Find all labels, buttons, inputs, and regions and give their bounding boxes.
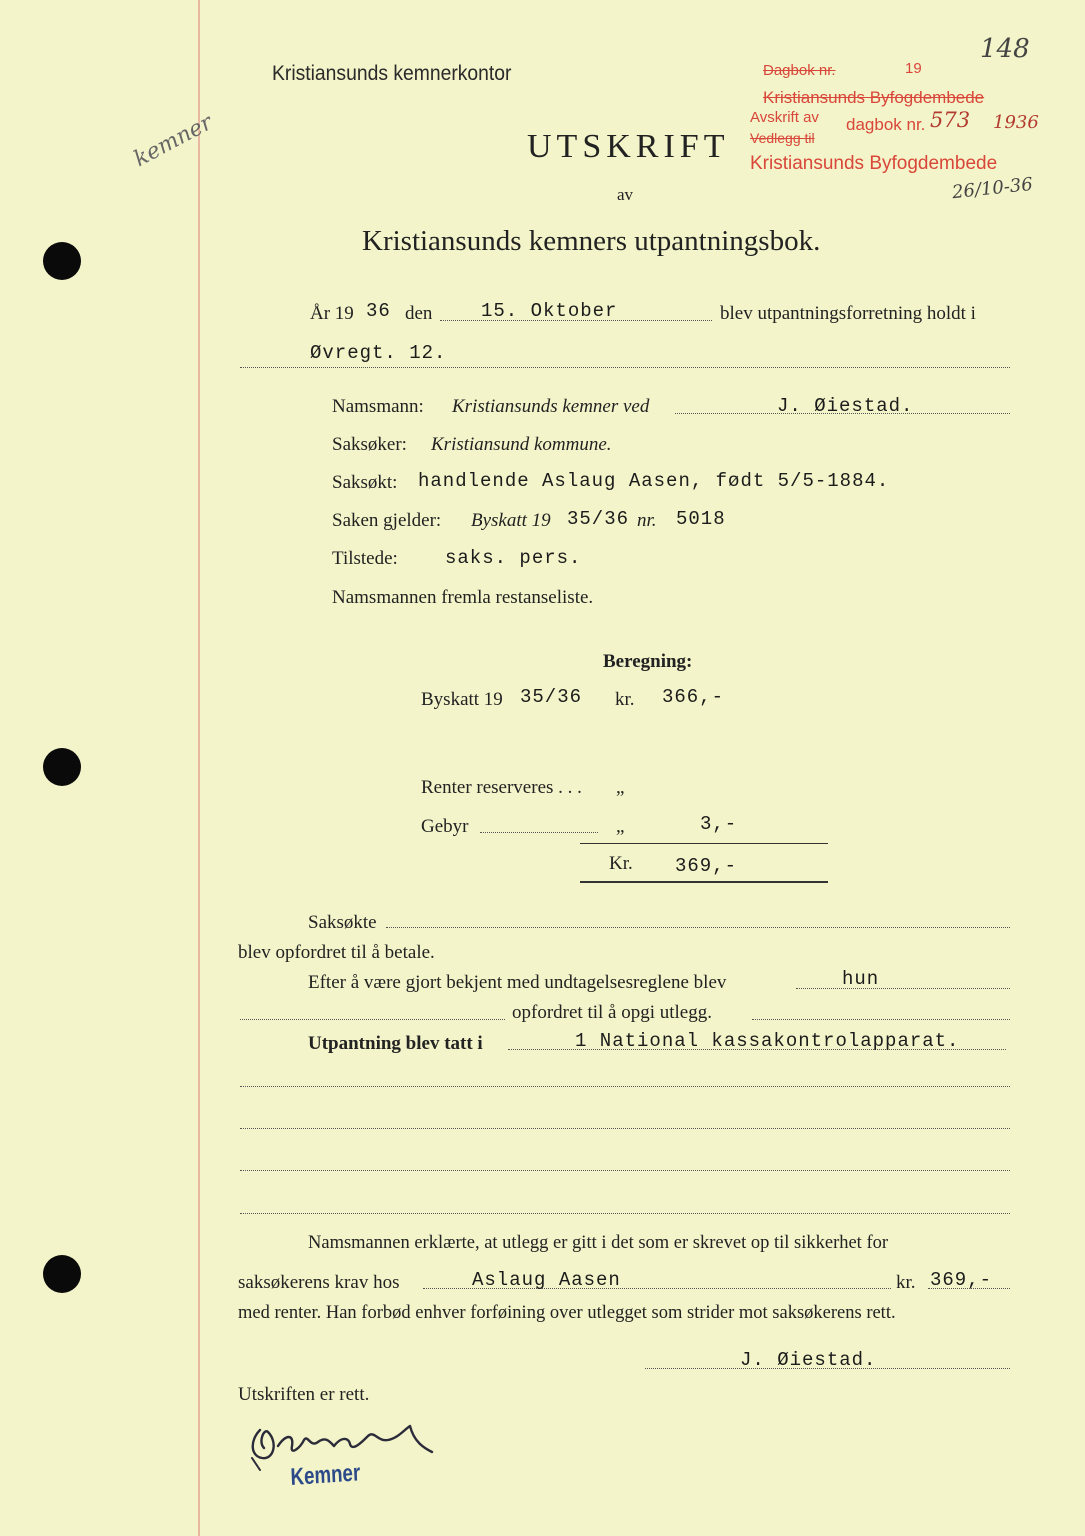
stamp-dagbok-nr: dagbok nr. [846, 115, 926, 134]
declaration-line3: med renter. Han forbød enhver forføining over utlegget som strider mot saksøkerens rett. [238, 1303, 896, 1323]
opfordret-text: blev opfordret til å betale. [238, 942, 435, 963]
declaration-amount: 369,- [930, 1269, 993, 1291]
restanse-text: Namsmannen fremla restanseliste. [332, 587, 594, 608]
margin-scribble: kemner [130, 110, 217, 173]
tilstede-value: saks. pers. [445, 547, 582, 569]
saksokte-label: Saksøkte [308, 912, 377, 933]
total-amount: 369,- [675, 855, 738, 877]
opgi-text: opfordret til å opgi utlegg. [512, 1002, 712, 1023]
byskatt-amount: 366,- [662, 686, 725, 708]
gebyr-mark: „ [616, 816, 625, 837]
tilstede-label: Tilstede: [332, 548, 398, 569]
utpantning-value: 1 National kassakontrolapparat. [575, 1030, 960, 1052]
date-value: 15. Oktober [481, 300, 618, 322]
beregning-heading: Beregning: [603, 651, 693, 672]
punch-hole-top [43, 242, 81, 280]
renter-mark: „ [616, 777, 625, 798]
gebyr-label: Gebyr [421, 816, 469, 837]
saksoker-label: Saksøker: [332, 434, 407, 455]
stamp-byfogd-struck: Kristiansunds Byfogdembede [763, 88, 985, 107]
typed-signature: J. Øiestad. [740, 1349, 877, 1371]
punch-hole-bottom [43, 1255, 81, 1293]
punch-hole-middle [43, 748, 81, 786]
title-av: av [617, 185, 634, 204]
saksoker-value: Kristiansund kommune. [431, 434, 612, 455]
utpantning-label: Utpantning blev tatt i [308, 1033, 483, 1054]
stamp-dagbok-year: 19 [905, 60, 922, 77]
den-label: den [405, 303, 433, 324]
namsmann-printed: Kristiansunds kemner ved [452, 396, 650, 417]
stamp-vedlegg: Vedlegg til [750, 130, 815, 146]
declaration-name: Aslaug Aasen [472, 1269, 621, 1291]
intro-tail: blev utpantningsforretning holdt i [720, 303, 976, 324]
saksokt-value: handlende Aslaug Aasen, født 5/5-1884. [418, 470, 890, 492]
margin-rule [198, 0, 200, 1536]
byskatt-label: Byskatt 19 [421, 689, 503, 710]
aar-year: 36 [366, 300, 391, 322]
handwritten-date: 26/10-36 [951, 173, 1034, 204]
page-number: 148 [980, 34, 1030, 64]
efter-value: hun [842, 968, 880, 990]
declaration-line1: Namsmannen erklærte, at utlegg er gitt i det som er skrevet op til sikkerhet for [308, 1233, 889, 1253]
office-stamp: Kristiansunds kemnerkontor [272, 62, 512, 85]
stamp-avskrift: Avskrift av [750, 109, 819, 126]
saken-label: Saken gjelder: [332, 510, 442, 531]
aar-label: År 19 [310, 303, 354, 324]
declaration-krav-label: saksøkerens krav hos [238, 1272, 400, 1293]
stamp-dagbok-number: 573 [930, 108, 971, 132]
address: Øvregt. 12. [310, 342, 447, 364]
saken-printed: Byskatt 19 [471, 510, 551, 531]
namsmann-label: Namsmann: [332, 396, 424, 417]
byskatt-kr: kr. [615, 689, 635, 710]
title-utskrift: UTSKRIFT [527, 128, 730, 165]
saksokt-label: Saksøkt: [332, 472, 398, 493]
efter-text: Efter å være gjort bekjent med undtagelsesreglene blev [308, 972, 727, 993]
title-sub: Kristiansunds kemners utpantningsbok. [362, 225, 821, 257]
stamp-dagbok: Dagbok nr. [763, 62, 836, 79]
total-label: Kr. [609, 853, 633, 874]
stamp-byfogd: Kristiansunds Byfogdembede [750, 153, 998, 174]
byskatt-year: 35/36 [520, 686, 583, 708]
saken-nr-label: nr. [637, 510, 657, 531]
kemner-stamp: Kemner [290, 1459, 361, 1491]
stamp-year: 1936 [993, 112, 1039, 133]
rett-text: Utskriften er rett. [238, 1384, 370, 1405]
saken-nr: 5018 [676, 508, 726, 530]
declaration-kr: kr. [896, 1272, 916, 1293]
namsmann-value: J. Øiestad. [777, 395, 914, 417]
renter-label: Renter reserveres . . . [421, 777, 582, 798]
saken-year: 35/36 [567, 508, 630, 530]
gebyr-amount: 3,- [700, 813, 738, 835]
